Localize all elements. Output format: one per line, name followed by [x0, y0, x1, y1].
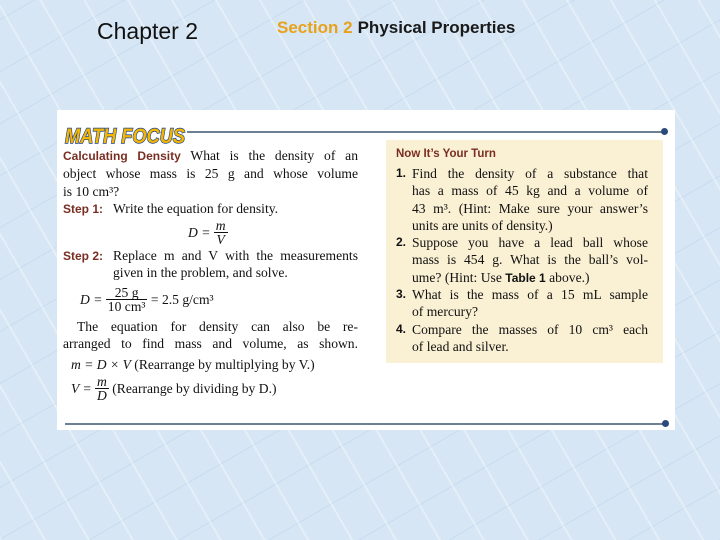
- solution-equation: [63, 282, 358, 318]
- now-its-your-turn-title: Now It’s Your Turn: [396, 148, 496, 160]
- question-4-line-2: of lead and silver.: [412, 339, 509, 355]
- question-1-line-4: units are units of density.): [412, 217, 553, 233]
- density-fraction-numerator: m: [215, 217, 226, 233]
- intro-line-3: is 10 cm³?: [63, 183, 120, 199]
- volume-fraction: [95, 375, 109, 402]
- top-rule: [187, 131, 662, 133]
- now-its-your-turn-box: [386, 140, 663, 363]
- question-4-line-1: Compare the masses of 10 cm³ each: [412, 322, 648, 337]
- density-equation-lhs: D =: [188, 224, 211, 240]
- solution-fraction: [106, 286, 148, 313]
- mass-formula-note: (Rearrange by multiplying by V.): [134, 356, 315, 372]
- solution-equation-lhs: D =: [80, 292, 103, 308]
- step-1-text: Write the equation for density.: [113, 200, 279, 216]
- volume-formula-note: (Rearrange by dividing by D.): [112, 380, 277, 396]
- mass-formula-equation: m = D × V: [71, 356, 131, 372]
- intro-line-2: object whose mass is 25 g and whose volume: [63, 166, 358, 182]
- volume-formula-lhs: V =: [71, 380, 92, 396]
- step-2-line-1: Replace m and V with the measurements: [113, 248, 358, 264]
- intro-line-1: Calculating Density What is the density of an: [63, 148, 358, 163]
- rearrange-line-2: arranged to find mass and volume, as shown.: [63, 336, 358, 352]
- question-1-line-2: has a mass of 45 kg and a volume of: [412, 183, 648, 199]
- question-3-line-1: What is the mass of a 15 mL sample: [412, 287, 648, 302]
- question-1: [396, 165, 648, 234]
- question-2: [396, 234, 648, 287]
- math-focus-panel: [57, 110, 675, 430]
- top-rule-dot: [661, 128, 668, 135]
- step-2-line-2: given in the problem, and solve.: [113, 265, 288, 281]
- question-3-number: 3.: [396, 287, 407, 301]
- section-heading: [277, 18, 515, 38]
- question-2-line-3: ume? (Hint: Use Table 1 above.): [412, 269, 590, 285]
- question-2-line-2: mass is 454 g. What is the ball’s vol-: [412, 252, 648, 268]
- volume-fraction-numerator: m: [97, 373, 107, 389]
- question-3-line-2: of mercury?: [412, 304, 479, 320]
- math-focus-logo-text: MATH FOCUS: [65, 125, 185, 148]
- solution-fraction-numerator: 25 g: [106, 286, 148, 300]
- step-1-label: Step 1:: [63, 201, 104, 216]
- density-fraction: [214, 219, 228, 246]
- rearrange-line-1: The equation for density can also be re-: [77, 318, 358, 334]
- table-1-reference: Table 1: [505, 270, 546, 285]
- density-equation: [63, 217, 358, 247]
- bottom-rule: [65, 423, 665, 425]
- question-1-line-3: 43 m³. (Hint: Make sure your answer’s: [412, 200, 648, 216]
- chapter-title: Chapter 2: [97, 18, 199, 44]
- question-1-number: 1.: [396, 166, 407, 180]
- question-2-line-1: Suppose you have a lead ball whose: [412, 235, 648, 250]
- step-1: [63, 200, 358, 217]
- density-fraction-denominator: V: [216, 231, 225, 247]
- math-focus-logo: [63, 118, 189, 150]
- question-4: [396, 321, 648, 356]
- step-2-label: Step 2:: [63, 249, 104, 264]
- solution-fraction-denominator: 10 cm³: [107, 299, 146, 315]
- volume-fraction-denominator: D: [97, 387, 107, 403]
- calculating-density-column: [63, 147, 358, 402]
- section-number: Section 2: [277, 18, 353, 37]
- bottom-rule-dot: [662, 420, 669, 427]
- question-3: [396, 286, 648, 321]
- volume-formula: [63, 374, 358, 402]
- solution-result: = 2.5 g/cm³: [150, 292, 214, 308]
- question-4-number: 4.: [396, 322, 407, 336]
- calculating-density-title: Calculating Density: [63, 149, 181, 163]
- step-2: [63, 247, 358, 282]
- mass-formula: [63, 354, 358, 374]
- question-2-number: 2.: [396, 235, 407, 249]
- section-title: Physical Properties: [357, 18, 516, 37]
- question-1-line-1: Find the density of a substance that: [412, 166, 648, 181]
